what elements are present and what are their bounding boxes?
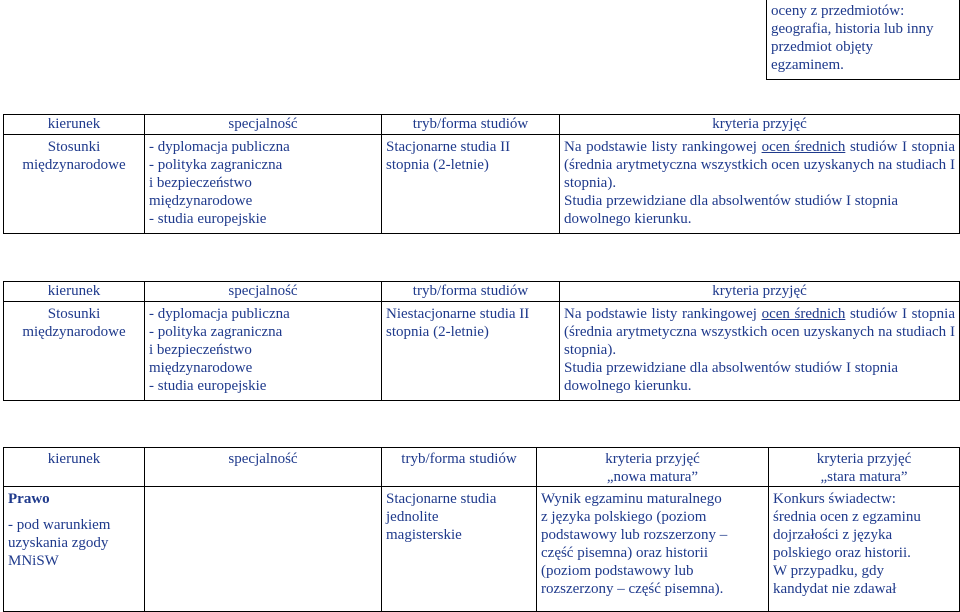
tryb-line-1: Niestacjonarne studia II [386, 306, 530, 322]
stara-line-1: Konkurs świadectw: [773, 491, 896, 507]
spec-line-2: - polityka zagraniczna [149, 324, 283, 340]
spec-line-3: i bezpieczeństwo [149, 175, 252, 191]
kryteria-text-end: studiów I stopnia (średnia arytmetyczna wszystkich ocen uzyskanych na studiach I stopnia). [564, 306, 955, 358]
tryb-line-3: magisterskie [386, 527, 462, 543]
header-tryb: tryb/forma studiów [382, 282, 560, 302]
kryteria-paragraph-2: Studia przewidziane dla absolwentów studiów I stopnia dowolnego kierunku. [564, 193, 899, 227]
header-kryteria-label: kryteria przyjęć [605, 451, 700, 467]
tryb-line-2: jednolite [386, 509, 439, 525]
spec-line-1: - dyplomacja publiczna [149, 306, 290, 322]
kryteria-stara-cell [769, 487, 960, 612]
nowa-line-5: (poziom podstawowy lub [541, 563, 694, 579]
header-kierunek: kierunek [4, 282, 145, 302]
admission-table-1 [3, 114, 960, 234]
tryb-line-1: Stacjonarne studia [386, 491, 497, 507]
header-specjalnosc: specjalność [145, 448, 382, 487]
spec-line-4: międzynarodowe [149, 193, 253, 209]
kierunek-note-3: MNiSW [8, 553, 59, 569]
tryb-cell [382, 302, 560, 401]
spec-line-1: - dyplomacja publiczna [149, 139, 290, 155]
top-fragment-cell [767, 0, 960, 80]
table-header-row [4, 282, 960, 302]
kryteria-cell [560, 135, 960, 234]
kryteria-cell [560, 302, 960, 401]
tryb-cell [382, 135, 560, 234]
nowa-line-1: Wynik egzaminu maturalnego [541, 491, 722, 507]
kryteria-text: Na podstawie listy rankingowej [564, 139, 762, 155]
header-kryteria: kryteria przyjęć [560, 115, 960, 135]
kryteria-nowa-cell [537, 487, 769, 612]
table-row [4, 135, 960, 234]
top-line-1: oceny z przedmiotów: [771, 3, 905, 19]
stara-line-6: kandydat nie zdawał [773, 581, 897, 597]
header-tryb: tryb/forma studiów [382, 448, 537, 487]
header-kierunek: kierunek [4, 115, 145, 135]
spec-line-5: - studia europejskie [149, 211, 267, 227]
stara-line-4: polskiego oraz historii. [773, 545, 911, 561]
tryb-cell [382, 487, 537, 612]
table-header-row [4, 115, 960, 135]
header-specjalnosc: specjalność [145, 282, 382, 302]
header-kierunek: kierunek [4, 448, 145, 487]
spec-line-5: - studia europejskie [149, 378, 267, 394]
specjalnosc-cell [145, 135, 382, 234]
kryteria-text: Na podstawie listy rankingowej [564, 306, 762, 322]
stara-line-5: W przypadku, gdy [773, 563, 884, 579]
tryb-line-2: stopnia (2-letnie) [386, 324, 489, 340]
kierunek-line-2: międzynarodowe [22, 157, 126, 173]
kryteria-paragraph-1 [564, 305, 955, 359]
kierunek-note-1: - pod warunkiem [8, 517, 111, 533]
kierunek-title: Prawo [8, 491, 50, 507]
table-header-row [4, 448, 960, 487]
kierunek-line-1: Stosunki [47, 306, 101, 322]
spec-line-4: międzynarodowe [149, 360, 253, 376]
kryteria-paragraph-1 [564, 138, 955, 192]
nowa-line-6: rozszerzony – część pisemna). [541, 581, 724, 597]
header-kryteria-nowa [537, 448, 769, 487]
kierunek-note-2: uzyskania zgody [8, 535, 109, 551]
specjalnosc-cell [145, 487, 382, 612]
kryteria-text-end: studiów I stopnia (średnia arytmetyczna wszystkich ocen uzyskanych na studiach I stopnia). [564, 139, 955, 191]
kryteria-underlined: ocen średnich [761, 306, 846, 322]
spec-line-2: - polityka zagraniczna [149, 157, 283, 173]
nowa-line-3: podstawowy lub rozszerzony – [541, 527, 728, 543]
kierunek-cell [4, 302, 145, 401]
header-specjalnosc: specjalność [145, 115, 382, 135]
nowa-line-2: z języka polskiego (poziom [541, 509, 707, 525]
specjalnosc-cell [145, 302, 382, 401]
header-nowa-matura: „nowa matura” [606, 469, 699, 485]
header-stara-matura: „stara matura” [820, 469, 908, 485]
kierunek-cell [4, 487, 145, 612]
admission-table-3 [3, 447, 960, 612]
kierunek-line-1: Stosunki [47, 139, 101, 155]
table-row [4, 487, 960, 612]
tryb-line-2: stopnia (2-letnie) [386, 157, 489, 173]
top-line-3: przedmiot objęty [771, 39, 874, 55]
header-kryteria-label-2: kryteria przyjęć [816, 451, 912, 467]
header-kryteria-stara [769, 448, 960, 487]
top-line-4: egzaminem. [771, 57, 844, 73]
top-line-2: geografia, historia lub inny [771, 21, 934, 37]
kryteria-paragraph-2: Studia przewidziane dla absolwentów studiów I stopnia dowolnego kierunku. [564, 360, 899, 394]
stara-line-3: dojrzałości z języka [773, 527, 893, 543]
tryb-line-1: Stacjonarne studia II [386, 139, 511, 155]
kierunek-cell [4, 135, 145, 234]
admission-table-2 [3, 281, 960, 401]
kierunek-line-2: międzynarodowe [22, 324, 126, 340]
header-tryb: tryb/forma studiów [382, 115, 560, 135]
spec-line-3: i bezpieczeństwo [149, 342, 252, 358]
stara-line-2: średnia ocen z egzaminu [773, 509, 921, 525]
top-fragment [766, 0, 960, 80]
nowa-line-4: część pisemna) oraz historii [541, 545, 709, 561]
kryteria-underlined: ocen średnich [761, 139, 846, 155]
header-kryteria: kryteria przyjęć [560, 282, 960, 302]
table-row [4, 302, 960, 401]
